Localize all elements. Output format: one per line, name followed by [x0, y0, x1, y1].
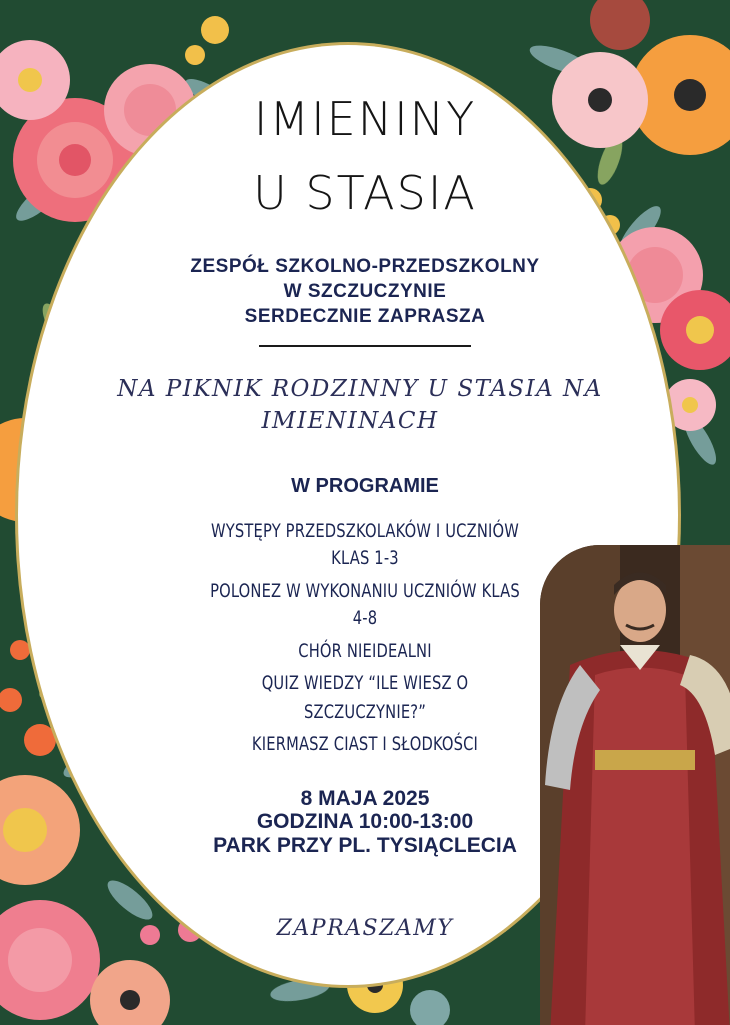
divider-line [259, 345, 471, 347]
event-place: PARK PRZY PL. TYSIĄCLECIA [213, 834, 517, 857]
program-item: KIERMASZ CIAST I SŁODKOŚCI [251, 733, 479, 755]
program-item: QUIZ WIEDZY “ILE WIESZ O [261, 672, 469, 694]
event-hours: GODZINA 10:00-13:00 [256, 810, 474, 833]
organizer-line-1: ZESPÓŁ SZKOLNO-PRZEDSZKOLNY [190, 256, 540, 277]
closing-text: ZAPRASZAMY [276, 916, 454, 941]
title-line-2: U STASIA [253, 166, 477, 220]
organizer-line-3: SERDECZNIE ZAPRASZA [244, 306, 486, 327]
program-item: CHÓR NIEIDEALNI [298, 640, 432, 662]
invitation-line-2: IMIENINACH [261, 408, 439, 434]
invitation-line-1: NA PIKNIK RODZINNY U STASIA NA [117, 376, 603, 402]
program-item: WYSTĘPY PRZEDSZKOLAKÓW I UCZNIÓW [211, 520, 519, 542]
event-date: 8 MAJA 2025 [300, 787, 430, 810]
program-item: POLONEZ W WYKONANIU UCZNIÓW KLAS [210, 580, 520, 602]
program-item: KLAS 1-3 [331, 547, 399, 569]
program-item: 4-8 [352, 607, 378, 629]
program-item: SZCZUCZYNIE?” [303, 701, 427, 723]
organizer-line-2: W SZCZUCZYNIE [283, 281, 447, 302]
title-line-1: IMIENINY [253, 92, 477, 146]
program-heading: W PROGRAMIE [291, 475, 439, 497]
